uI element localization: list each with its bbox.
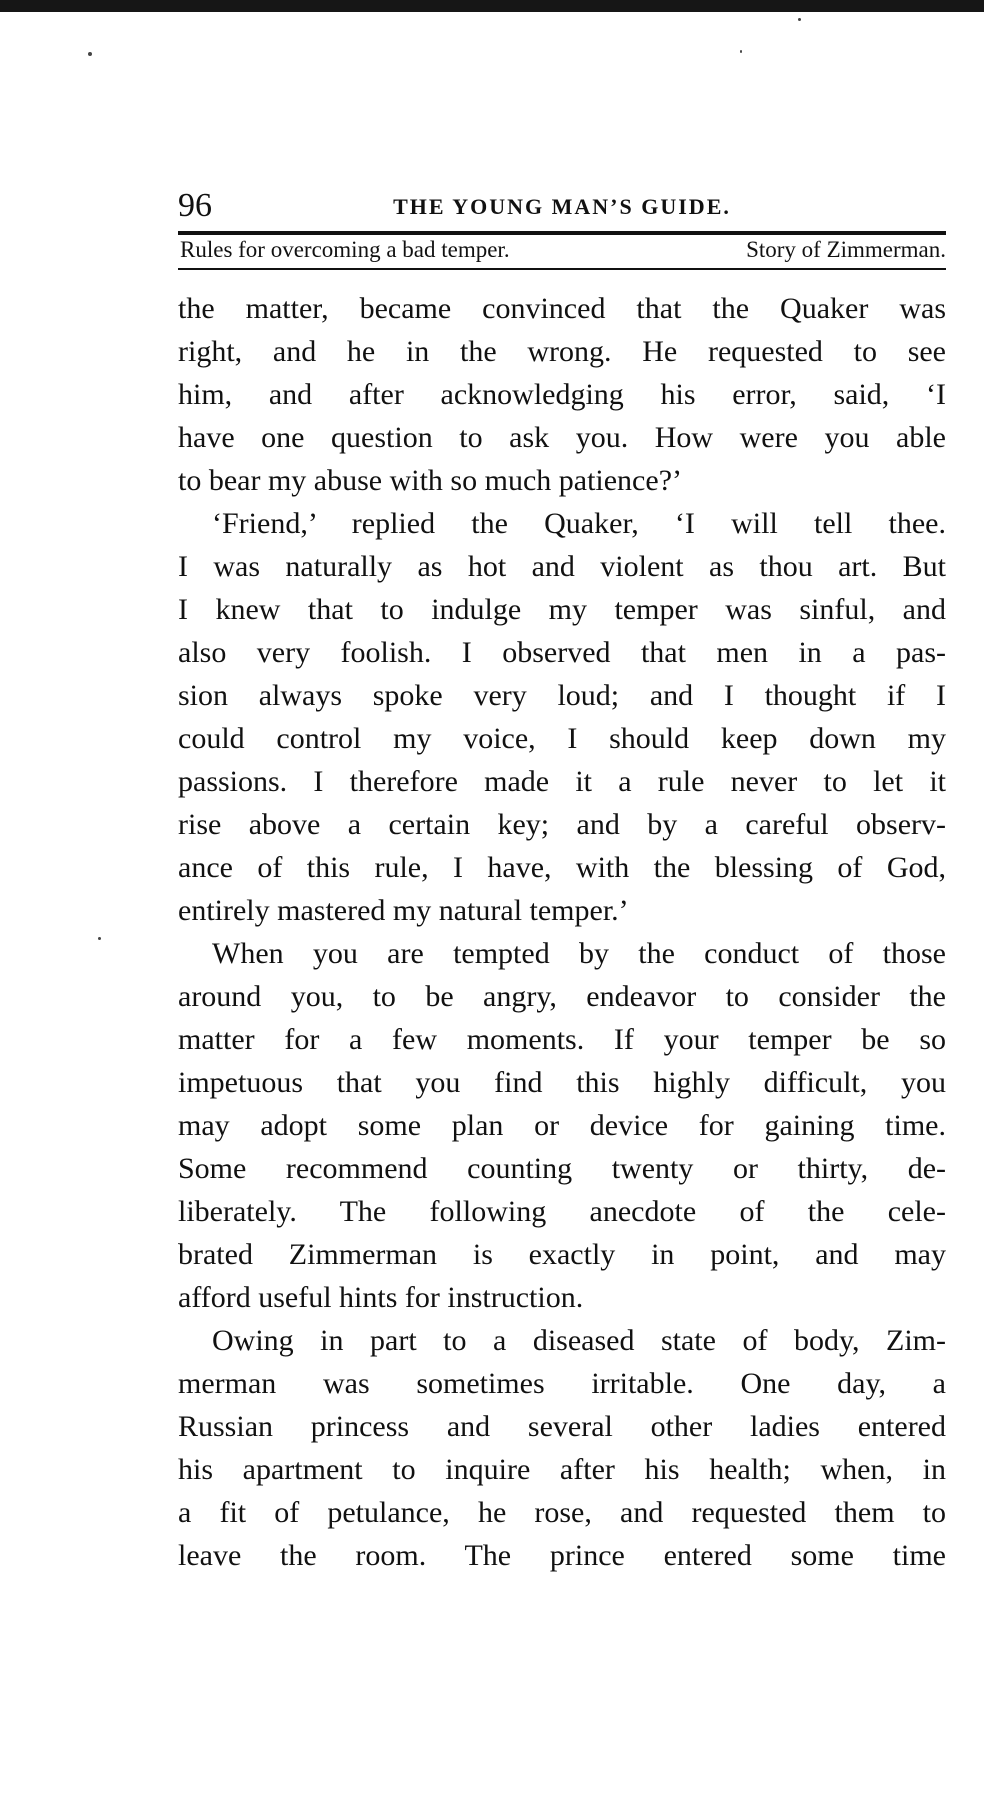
text-line: him, and after acknowledging his error, said, ‘I — [178, 378, 946, 411]
text-line: the matter, became convinced that the Quaker was — [178, 292, 946, 325]
subhead-left: Rules for overcoming a bad temper. — [180, 237, 510, 262]
subhead-right: Story of Zimmerman. — [746, 237, 946, 262]
text-line: may adopt some plan or device for gaining time. — [178, 1109, 946, 1142]
book-title: THE YOUNG MAN’S GUIDE. — [393, 194, 731, 219]
text-line: Owing in part to a diseased state of body, Zim- — [212, 1324, 946, 1357]
text-line: merman was sometimes irritable. One day, a — [178, 1367, 946, 1400]
body-text — [178, 287, 946, 1577]
text-line: sion always spoke very loud; and I thought if I — [178, 679, 946, 712]
text-line: When you are tempted by the conduct of those — [212, 937, 946, 970]
text-line: impetuous that you find this highly difficult, you — [178, 1066, 946, 1099]
text-line: entirely mastered my natural temper.’ — [178, 894, 629, 927]
scan-speck — [798, 18, 801, 21]
text-line: his apartment to inquire after his health; when, in — [178, 1453, 946, 1486]
text-line: ance of this rule, I have, with the blessing of God, — [178, 851, 946, 884]
paragraph-quaker-reply — [178, 502, 946, 932]
text-line: right, and he in the wrong. He requested to see — [178, 335, 946, 368]
scan-top-edge — [0, 0, 984, 12]
text-line: Russian princess and several other ladies entered — [178, 1410, 946, 1443]
text-line: Some recommend counting twenty or thirty, de- — [178, 1152, 946, 1185]
text-line: rise above a certain key; and by a careful observ- — [178, 808, 946, 841]
text-line: matter for a few moments. If your temper be so — [178, 1023, 946, 1056]
scan-speck — [740, 50, 742, 53]
text-line: a fit of petulance, he rose, and requested them to — [178, 1496, 946, 1529]
text-line: afford useful hints for instruction. — [178, 1281, 584, 1314]
page-number: 96 — [178, 187, 212, 224]
text-line: around you, to be angry, endeavor to consider the — [178, 980, 946, 1013]
section-subhead — [180, 236, 946, 266]
paragraph-zimmerman — [178, 1319, 946, 1577]
text-line: to bear my abuse with so much patience?’ — [178, 464, 682, 497]
text-line: also very foolish. I observed that men in a pas- — [178, 636, 946, 669]
text-line: have one question to ask you. How were you able — [178, 421, 946, 454]
text-line: I knew that to indulge my temper was sinful, and — [178, 593, 946, 626]
scan-speck — [88, 52, 92, 56]
subhead-rule — [178, 268, 946, 270]
paragraph-continuation — [178, 287, 946, 502]
scan-speck — [98, 937, 101, 940]
header-rule — [178, 231, 946, 235]
text-line: liberately. The following anecdote of the cele- — [178, 1195, 946, 1228]
running-head — [178, 186, 946, 226]
text-line: ‘Friend,’ replied the Quaker, ‘I will tell thee. — [212, 507, 946, 540]
text-line: I was naturally as hot and violent as thou art. But — [178, 550, 946, 583]
text-line: leave the room. The prince entered some time — [178, 1539, 946, 1572]
text-line: passions. I therefore made it a rule never to let it — [178, 765, 946, 798]
text-line: could control my voice, I should keep down my — [178, 722, 946, 755]
paragraph-advice — [178, 932, 946, 1319]
text-line: brated Zimmerman is exactly in point, and may — [178, 1238, 946, 1271]
